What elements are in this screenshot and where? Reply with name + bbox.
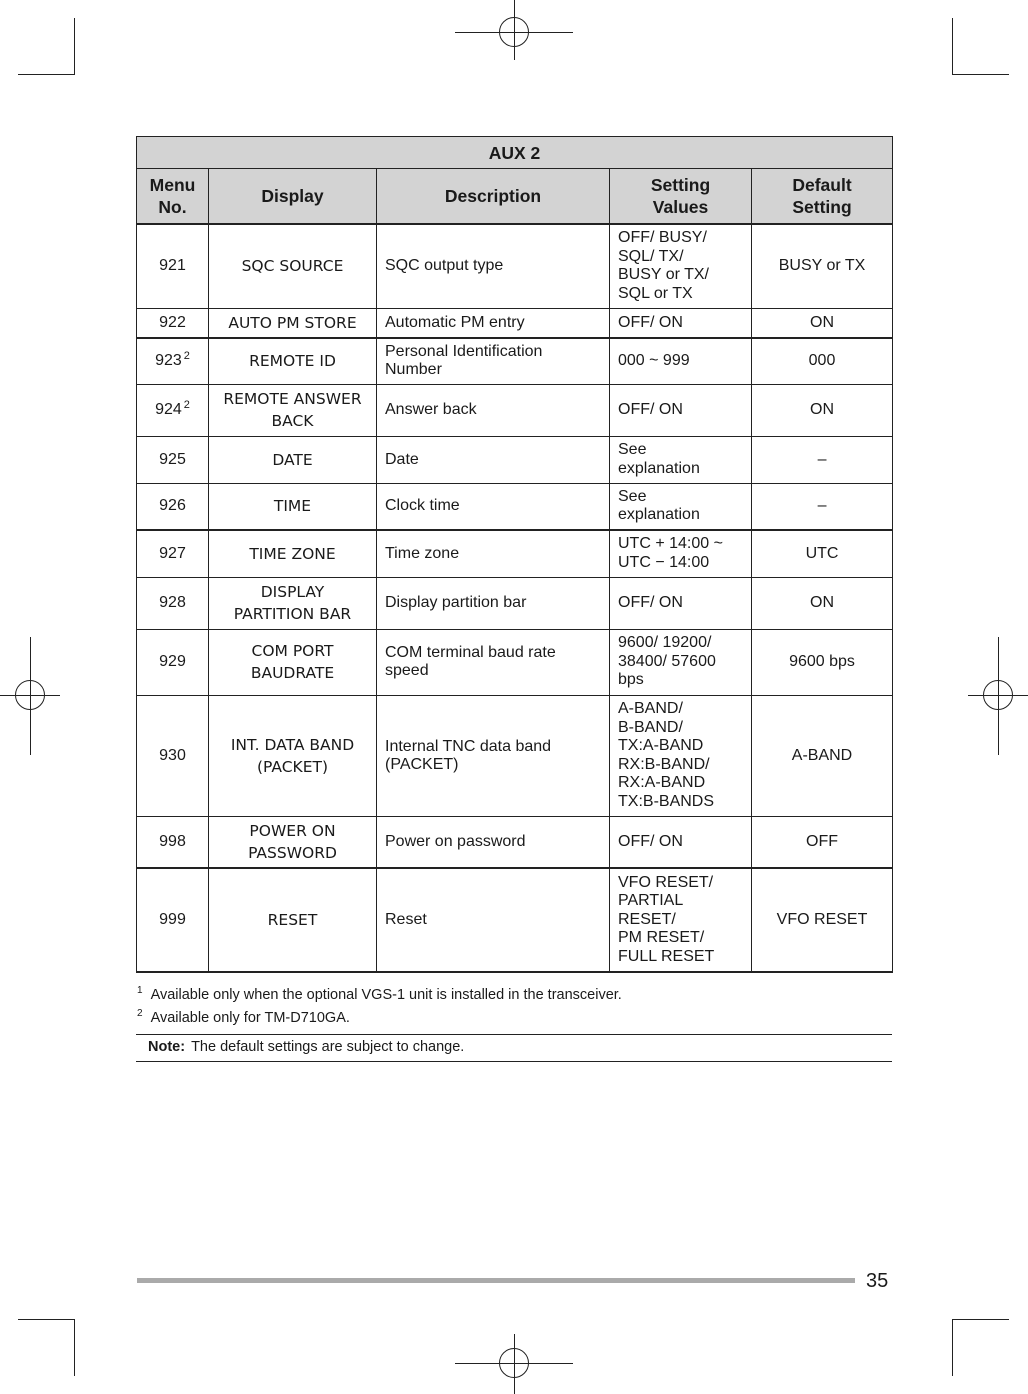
cell-line: OFF/ ON [618, 832, 683, 850]
cell-line: Date [385, 450, 419, 468]
default-setting: OFF [752, 816, 893, 868]
setting-values [610, 695, 752, 816]
cell-line: RX:A-BAND [618, 774, 706, 791]
footnote-text: Available only for TM-D710GA. [150, 1009, 350, 1026]
description [377, 868, 610, 972]
header-line: Menu [149, 175, 196, 195]
setting-values [610, 308, 752, 338]
cell-line: TX:A-BAND [618, 737, 704, 754]
cell-line: PARTITION BAR [233, 605, 352, 623]
page-rule [137, 1278, 855, 1283]
cell-line: 9600/ 19200/ [618, 634, 712, 652]
footnote-2 [137, 1008, 350, 1026]
table-title: AUX 2 [137, 137, 893, 169]
default-setting: ON [752, 577, 893, 629]
cell-line: PM RESET/ [618, 929, 705, 947]
menu-number [137, 695, 209, 816]
menu-number-text: 926 [159, 497, 186, 515]
footnote-mark: 2 [137, 1008, 143, 1019]
cell-line: UTC − 14:00 [618, 553, 710, 571]
note-label: Note: [148, 1039, 186, 1055]
cell-line: Reset [385, 911, 427, 928]
cell-line: PARTIAL [618, 892, 684, 910]
setting-values [610, 530, 752, 577]
description [377, 629, 610, 695]
description [377, 483, 610, 530]
cell-line: Answer back [385, 401, 477, 418]
footnote-1 [137, 985, 622, 1003]
cell-line: SQL or TX [618, 284, 693, 302]
cell-line: AUTO PM STORE [228, 313, 357, 332]
table-row [137, 384, 893, 436]
description [377, 308, 610, 338]
description [377, 530, 610, 577]
cell-line: COM PORT [251, 642, 334, 660]
footnote-ref: 2 [183, 349, 190, 362]
note-text: The default settings are subject to change. [191, 1039, 465, 1055]
cell-line: Internal TNC data band [385, 737, 552, 755]
display-text [209, 577, 377, 629]
menu-number-text: 925 [159, 450, 186, 468]
default-setting: ON [752, 308, 893, 338]
default-setting: UTC [752, 530, 893, 577]
cell-line: REMOTE ANSWER [223, 390, 362, 408]
cell-line: 38400/ 57600 [618, 652, 716, 670]
table-body [137, 224, 893, 972]
cell-line: Display partition bar [385, 594, 527, 611]
footnote-ref: 2 [183, 398, 190, 411]
menu-number [137, 577, 209, 629]
setting-values [610, 436, 752, 483]
cell-line: PASSWORD [248, 843, 337, 862]
cell-line: Personal Identification [385, 343, 543, 361]
menu-number-text: 922 [159, 313, 186, 331]
header-line: Values [652, 197, 709, 217]
cell-line: DISPLAY [260, 583, 325, 601]
description [377, 384, 610, 436]
cell-line: POWER ON [249, 821, 336, 840]
cell-line: OFF/ BUSY/ [618, 229, 707, 247]
cell-line: BUSY or TX/ [618, 266, 709, 284]
cell-line: Number [385, 361, 442, 379]
default-setting: ON [752, 384, 893, 436]
menu-number-text: 999 [159, 911, 186, 928]
display-text [209, 224, 377, 308]
cell-line: OFF/ ON [618, 593, 683, 611]
table-row [137, 436, 893, 483]
menu-number-text: 929 [159, 653, 186, 670]
cell-line: SQL/ TX/ [618, 247, 684, 265]
table-row [137, 338, 893, 384]
header-line: Default [792, 175, 852, 195]
header-description: Description [377, 169, 610, 225]
menu-number [137, 530, 209, 577]
menu-number [137, 816, 209, 868]
description [377, 816, 610, 868]
setting-values [610, 868, 752, 972]
description [377, 436, 610, 483]
cell-line: TIME ZONE [249, 544, 336, 563]
display-text [209, 338, 377, 384]
table-row [137, 530, 893, 577]
cell-line: explanation [618, 506, 700, 524]
description [377, 695, 610, 816]
table-row [137, 577, 893, 629]
cell-line: RESET [267, 911, 318, 929]
menu-number [137, 224, 209, 308]
note-box [136, 1034, 892, 1062]
cell-line: Power on password [385, 832, 526, 850]
cell-line: COM terminal baud rate [385, 644, 556, 661]
cell-line: See [618, 441, 647, 458]
page-number: 35 [866, 1270, 889, 1292]
header-display: Display [209, 169, 377, 225]
setting-values [610, 629, 752, 695]
setting-values [610, 577, 752, 629]
display-text [209, 384, 377, 436]
header-line: Setting [650, 175, 711, 195]
default-setting: 9600 bps [752, 629, 893, 695]
cell-line: BAUDRATE [250, 664, 335, 682]
menu-number-text: 923 [155, 352, 182, 370]
menu-number [137, 629, 209, 695]
cell-line: B-BAND/ [618, 718, 683, 736]
cell-line: (PACKET) [256, 757, 329, 776]
header-line: No. [158, 197, 187, 217]
menu-number-text: 927 [159, 544, 186, 562]
menu-number [137, 483, 209, 530]
table-row [137, 695, 893, 816]
cell-line: (PACKET) [385, 755, 459, 773]
cell-line: RX:B-BAND/ [618, 755, 710, 773]
menu-number-text: 924 [155, 401, 182, 418]
cell-line: RESET/ [618, 910, 676, 928]
table-row [137, 816, 893, 868]
table-row [137, 308, 893, 338]
default-setting: VFO RESET [752, 868, 893, 972]
cell-line: SQC output type [385, 257, 504, 275]
cell-line: UTC + 14:00 ~ [618, 535, 723, 553]
description [377, 338, 610, 384]
cell-line: Clock time [385, 497, 460, 515]
cell-line: SQC SOURCE [241, 257, 344, 276]
menu-number-text: 930 [159, 746, 186, 764]
header-setting-values [610, 169, 752, 225]
table-row [137, 868, 893, 972]
cell-line: REMOTE ID [249, 352, 336, 371]
cell-line: Time zone [385, 544, 460, 562]
menu-number-text: 928 [159, 594, 186, 611]
default-setting: – [752, 483, 893, 530]
table-row [137, 629, 893, 695]
header-menu-no [137, 169, 209, 225]
cell-line: See [618, 487, 647, 505]
cell-line: bps [618, 671, 644, 689]
table-row [137, 224, 893, 308]
menu-number [137, 436, 209, 483]
cell-line: VFO RESET/ [618, 873, 714, 891]
cell-line: explanation [618, 459, 700, 477]
menu-number [137, 338, 209, 384]
description [377, 224, 610, 308]
cell-line: Automatic PM entry [385, 313, 525, 331]
cell-line: INT. DATA BAND [230, 735, 355, 754]
default-setting: A-BAND [752, 695, 893, 816]
table-row [137, 483, 893, 530]
menu-number [137, 308, 209, 338]
setting-values [610, 384, 752, 436]
display-text [209, 816, 377, 868]
menu-number-text: 998 [159, 832, 186, 850]
menu-number-text: 921 [159, 257, 186, 275]
display-text [209, 308, 377, 338]
default-setting: BUSY or TX [752, 224, 893, 308]
aux2-settings-table [136, 136, 893, 973]
setting-values [610, 816, 752, 868]
display-text [209, 868, 377, 972]
header-line: Setting [792, 197, 852, 217]
menu-number [137, 384, 209, 436]
footnote-mark: 1 [137, 985, 143, 996]
default-setting: – [752, 436, 893, 483]
cell-line: TX:B-BANDS [618, 792, 715, 810]
cell-line: BACK [271, 412, 314, 430]
cell-line: OFF/ ON [618, 400, 683, 418]
cell-line: DATE [272, 450, 313, 469]
display-text [209, 530, 377, 577]
cell-line: A-BAND/ [618, 700, 683, 717]
display-text [209, 629, 377, 695]
display-text [209, 695, 377, 816]
cell-line: FULL RESET [618, 947, 715, 965]
display-text [209, 436, 377, 483]
header-default-setting [752, 169, 893, 225]
cell-line: speed [385, 662, 429, 679]
cell-line: TIME [273, 497, 312, 516]
cell-line: 000 ~ 999 [618, 352, 690, 369]
cell-line: OFF/ ON [618, 313, 683, 331]
description [377, 577, 610, 629]
setting-values [610, 338, 752, 384]
setting-values [610, 224, 752, 308]
footnote-text: Available only when the optional VGS-1 unit is installed in the transceiver. [150, 986, 622, 1003]
setting-values [610, 483, 752, 530]
display-text [209, 483, 377, 530]
menu-number [137, 868, 209, 972]
default-setting: 000 [752, 338, 893, 384]
